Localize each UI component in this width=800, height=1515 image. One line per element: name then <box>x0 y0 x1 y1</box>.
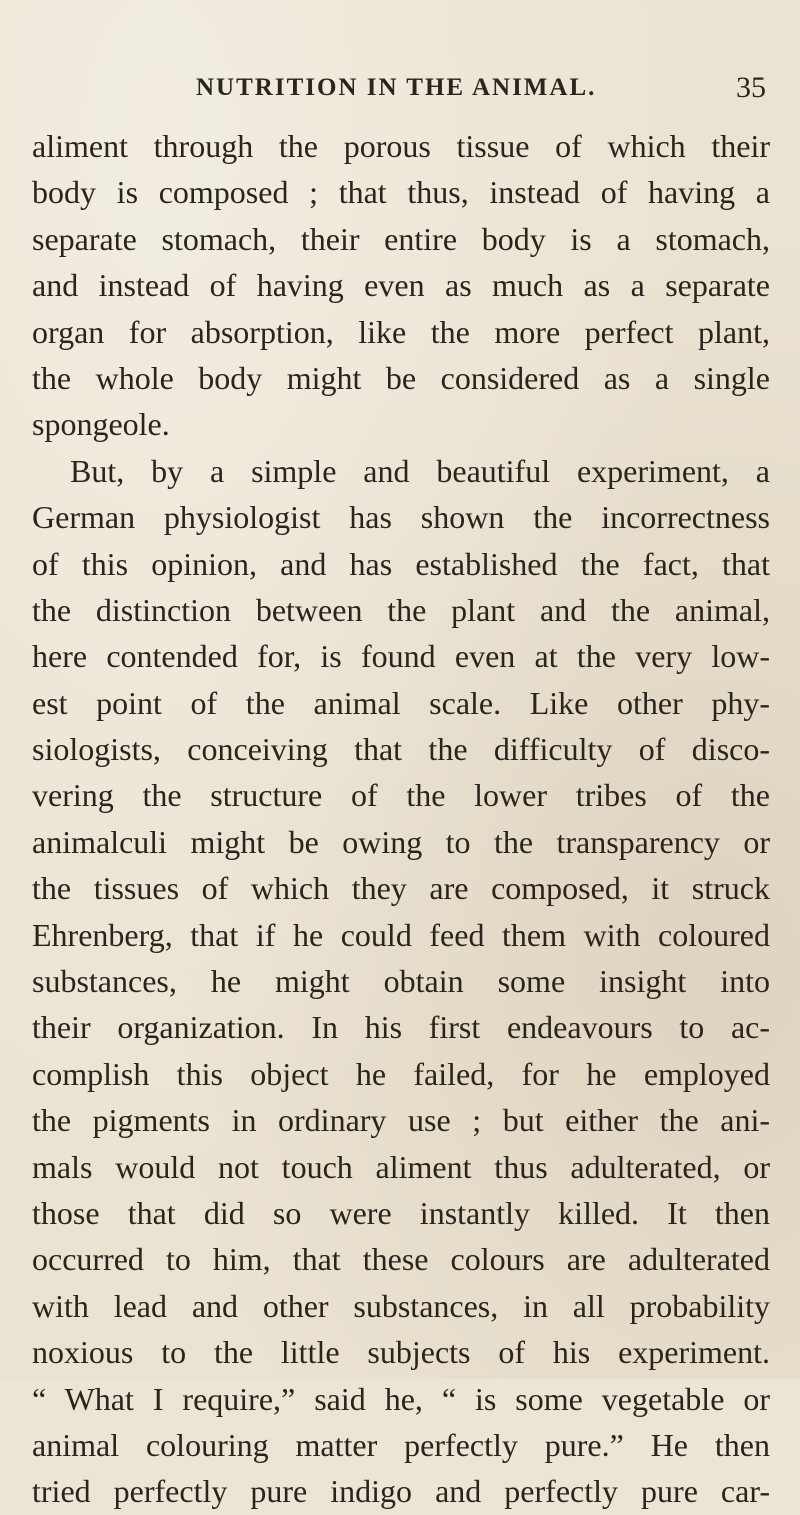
text-line: siologists, conceiving that the difficulty of disco- <box>32 731 770 768</box>
text-line: vering the structure of the lower tribes of the <box>32 777 770 814</box>
text-line: complish this object he failed, for he employed <box>32 1055 770 1092</box>
text-line: the pigments in ordinary use ; but either the ani- <box>32 1102 770 1139</box>
text-line: est point of the animal scale. Like other phy- <box>32 684 770 721</box>
text-line: their organization. In his first endeavours to ac- <box>32 1009 770 1046</box>
text-line: the tissues of which they are composed, it struck <box>32 870 770 907</box>
running-head <box>196 71 766 114</box>
text-line: those that did so were instantly killed. It then <box>32 1194 770 1231</box>
text-line: tried perfectly pure indigo and perfectly pure car- <box>32 1473 770 1510</box>
text-line: animalculi might be owing to the transparency or <box>32 823 770 860</box>
text-line: the distinction between the plant and the animal, <box>32 591 770 628</box>
text-line: German physiologist has shown the incorrectness <box>32 499 770 536</box>
text-line: “ What I require,” said he, “ is some vegetable or <box>32 1380 770 1417</box>
text-line: and instead of having even as much as a separate <box>32 267 770 304</box>
running-title: NUTRITION IN THE ANIMAL. <box>196 74 597 101</box>
text-line: spongeole. <box>32 406 170 443</box>
text-line: with lead and other substances, in all probability <box>32 1287 770 1324</box>
text-line: But, by a simple and beautiful experiment, a <box>70 452 770 489</box>
text-line: occurred to him, that these colours are adulterated <box>32 1241 770 1278</box>
text-line: separate stomach, their entire body is a stomach, <box>32 220 770 257</box>
body-text <box>32 123 770 1515</box>
text-line: of this opinion, and has established the fact, that <box>32 545 770 582</box>
text-line: body is composed ; that thus, instead of having a <box>32 174 770 211</box>
text-line: aliment through the porous tissue of which their <box>32 128 770 164</box>
text-line: noxious to the little subjects of his experiment. <box>32 1334 770 1371</box>
text-line: mals would not touch aliment thus adulterated, or <box>32 1148 770 1185</box>
text-line: here contended for, is found even at the very low- <box>32 638 770 675</box>
text-line: Ehrenberg, that if he could feed them with coloured <box>32 916 770 953</box>
text-line: organ for absorption, like the more perfect plant, <box>32 313 770 350</box>
text-line: the whole body might be considered as a single <box>32 359 770 396</box>
page-number: 35 <box>736 71 766 104</box>
text-line: substances, he might obtain some insight into <box>32 963 770 1000</box>
text-line: animal colouring matter perfectly pure.” He then <box>32 1426 770 1463</box>
